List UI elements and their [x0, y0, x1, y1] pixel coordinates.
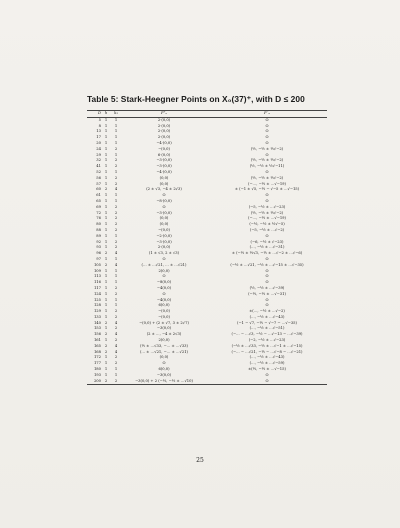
cell-p-plus: (1 ± √3, 2 ± √3) [148, 251, 180, 256]
cell-p-minus: O [265, 378, 269, 383]
table-caption: Table 5: Stark-Heegner Points on X₀(37)⁺, with D ≤ 200 [87, 94, 305, 104]
table-row [87, 379, 327, 385]
cell-h: 1 [104, 372, 108, 377]
cell-k: 4 [114, 320, 118, 325]
cell-k: 4 [114, 251, 118, 256]
cell-p-plus: −(0,0) [158, 227, 170, 232]
cell-p-plus: −(0,0) + (2 ± √7, 3 ± 2√7) [139, 320, 189, 325]
cell-k: 1 [114, 152, 118, 157]
cell-k: 2 [114, 216, 118, 221]
cell-k: 1 [114, 297, 118, 302]
cell-p-plus: (0,0) [159, 181, 169, 186]
cell-d: 80 [96, 222, 101, 227]
cell-d: 129 [93, 309, 101, 314]
cell-p-minus: (−½ ± …√33, −½ ± …√−1 ± …√−15) [231, 343, 303, 348]
cell-p-minus: (½, −½ ± ½√−11) [249, 164, 285, 169]
cell-d: 180 [93, 367, 101, 372]
cell-d: 60 [96, 187, 101, 192]
cell-p-plus: 2·(0,0) [157, 135, 171, 140]
cell-k: 2 [114, 181, 118, 186]
cell-k: 2 [114, 378, 118, 383]
cell-k: 2 [114, 361, 118, 366]
cell-p-minus: O [265, 135, 269, 140]
cell-p-plus: 2·(0,0) [157, 129, 171, 134]
cell-k: 1 [114, 367, 118, 372]
cell-d: 24 [96, 146, 101, 151]
cell-k: 2 [114, 210, 118, 215]
cell-p-minus: (−…, −½ ± …√−19) [248, 181, 286, 186]
cell-h: 1 [104, 274, 108, 279]
cell-p-plus: O [162, 256, 166, 261]
cell-p-minus: (−½, −½ ± ½√−5) [249, 222, 285, 227]
cell-d: 52 [96, 169, 101, 174]
page-number: 25 [196, 457, 204, 464]
cell-d: 97 [96, 256, 101, 261]
cell-h: 1 [104, 268, 108, 273]
cell-p-plus: 6(0,0) [158, 367, 170, 372]
table-bottom-rule [87, 384, 327, 385]
cell-d: 105 [93, 262, 101, 267]
cell-h: 1 [104, 123, 108, 128]
cell-k: 4 [114, 187, 118, 192]
cell-p-minus: O [265, 129, 269, 134]
cell-d: 153 [93, 326, 101, 331]
cell-d: 172 [93, 355, 101, 360]
cell-d: 124 [93, 291, 101, 296]
cell-h: 1 [104, 117, 108, 122]
cell-k: 1 [114, 280, 118, 285]
cell-k: 2 [114, 239, 118, 244]
cell-h: 2 [104, 349, 108, 354]
cell-d: 72 [96, 210, 101, 215]
cell-p-plus: O [162, 204, 166, 209]
cell-p-plus: −3·(0,0) [156, 158, 172, 163]
cell-h: 1 [104, 152, 108, 157]
cell-d: 5 [98, 117, 101, 122]
cell-k: 2 [114, 355, 118, 360]
cell-k: 2 [114, 175, 118, 180]
cell-h: 1 [104, 291, 108, 296]
cell-d: 128 [93, 303, 101, 308]
cell-k: 1 [114, 268, 118, 273]
cell-h: 1 [104, 239, 108, 244]
cell-h: 1 [104, 285, 108, 290]
cell-p-plus: O [162, 193, 166, 198]
cell-p-minus: O [265, 117, 269, 122]
cell-k: 1 [114, 117, 118, 122]
cell-d: 168 [93, 349, 101, 354]
cell-p-minus: O [265, 256, 269, 261]
cell-p-minus: O [265, 372, 269, 377]
cell-p-minus: O [265, 268, 269, 273]
cell-p-minus: (½, −½ ± ½√−2) [250, 210, 284, 215]
cell-h: 1 [104, 222, 108, 227]
cell-d: 92 [96, 239, 101, 244]
cell-p-plus: 2(0,0) [158, 268, 170, 273]
cell-h: 1 [104, 256, 108, 261]
cell-p-plus: −3(0,0) [156, 372, 172, 377]
cell-p-plus: (2 ± √3, −4 ± 2√3) [146, 187, 182, 192]
cell-p-plus: −2·(0,0) [156, 233, 172, 238]
cell-p-plus: (2 ± …, −4 ± 2√3) [146, 332, 182, 337]
cell-p-plus: −4(0,0) [156, 285, 172, 290]
cell-p-plus: 2·(0,0) [157, 245, 171, 250]
cell-d: 13 [96, 129, 101, 134]
cell-p-minus: (−… − …√21, −½ − …√−8 − …√−21) [231, 349, 303, 354]
cell-p-plus: O [162, 361, 166, 366]
cell-p-minus: O [265, 297, 269, 302]
cell-d: 113 [93, 274, 101, 279]
cell-p-minus: (−…, −½ ± …√−19) [248, 216, 286, 221]
header-p-minus: P⁻ₙ [264, 111, 270, 115]
cell-p-plus: 2(0,0) [158, 338, 170, 343]
cell-p-minus: O [265, 169, 269, 174]
cell-k: 1 [114, 123, 118, 128]
cell-h: 2 [104, 251, 108, 256]
cell-p-plus: 6(0,0) [158, 303, 170, 308]
cell-k: 1 [114, 135, 118, 140]
cell-p-plus: (0,0) [159, 216, 169, 221]
cell-h: 1 [104, 367, 108, 372]
cell-k: 2 [114, 204, 118, 209]
cell-k: 2 [114, 158, 118, 163]
cell-k: 1 [114, 274, 118, 279]
cell-k: 2 [114, 326, 118, 331]
cell-h: 1 [104, 164, 108, 169]
cell-h: 1 [104, 135, 108, 140]
cell-p-minus: (−6, −½ ± √−23) [250, 239, 284, 244]
cell-d: 116 [93, 280, 101, 285]
cell-p-plus: (… ± …√21, … ± …√21) [141, 262, 187, 267]
cell-h: 1 [104, 309, 108, 314]
cell-p-minus: O [265, 193, 269, 198]
cell-p-minus: O [265, 152, 269, 157]
cell-k: 2 [114, 164, 118, 169]
cell-p-minus: ± (−½ ± ½√3, −½ ± …√−2 ± …√−6) [231, 251, 303, 256]
cell-p-minus: ±(½, −½ ± …√−15) [248, 367, 286, 372]
cell-h: 1 [104, 198, 108, 203]
cell-d: 57 [96, 181, 101, 186]
cell-h: 1 [104, 314, 108, 319]
cell-h: 1 [104, 227, 108, 232]
cell-d: 177 [93, 361, 101, 366]
cell-p-minus: (…, −½ ± …√−43) [249, 314, 285, 319]
cell-d: 140 [93, 320, 101, 325]
cell-k: 1 [114, 129, 118, 134]
header-d: D [98, 111, 101, 115]
cell-p-plus: −4·(0,0) [156, 169, 172, 174]
cell-p-minus: O [265, 123, 269, 128]
cell-h: 1 [104, 129, 108, 134]
cell-p-plus: 2·(0,0) [157, 123, 171, 128]
cell-h: 1 [104, 140, 108, 145]
cell-p-plus: −3(0,0) + 2 (−½, −½ ± …√10) [135, 378, 193, 383]
cell-k: 2 [114, 285, 118, 290]
cell-k: 2 [114, 222, 118, 227]
cell-p-plus: −3·(0,0) [156, 210, 172, 215]
cell-h: 1 [104, 233, 108, 238]
cell-p-minus: (−½, −½ ± …√−31) [248, 291, 286, 296]
cell-d: 69 [96, 204, 101, 209]
cell-h: 1 [104, 181, 108, 186]
cell-k: 1 [114, 169, 118, 174]
cell-d: 32 [96, 158, 101, 163]
cell-k: 1 [114, 193, 118, 198]
cell-d: 109 [93, 268, 101, 273]
cell-d: 61 [96, 193, 101, 198]
cell-p-plus: −8(0,0) [156, 280, 172, 285]
cell-d: 88 [96, 227, 101, 232]
cell-d: 89 [96, 233, 101, 238]
header-k: k₃ [114, 111, 118, 115]
cell-h: 1 [104, 326, 108, 331]
cell-p-plus: −3(0,0) [156, 326, 172, 331]
cell-k: 1 [114, 372, 118, 377]
cell-p-minus: (−… − …√3, −½ − …√−13 − …√−39) [231, 332, 303, 337]
cell-p-plus: −(0,0) [158, 146, 170, 151]
cell-p-minus: ± (−1 ± √5, −½ − √−5 ± …√−15) [234, 187, 300, 192]
cell-p-plus: O [162, 274, 166, 279]
cell-d: 20 [96, 140, 101, 145]
cell-d: 165 [93, 343, 101, 348]
table-header-row [87, 111, 327, 117]
cell-p-minus: (…, −½ ± …√−31) [249, 245, 285, 250]
cell-d: 200 [93, 378, 101, 383]
header-h: h [104, 111, 108, 115]
cell-d: 65 [96, 198, 101, 203]
cell-p-minus: (½, −½ ± ½√−2) [250, 146, 284, 151]
cell-k: 4 [114, 349, 118, 354]
cell-p-plus: (… ± …√21, −… ± …√21) [139, 349, 188, 354]
cell-k: 2 [114, 291, 118, 296]
cell-h: 1 [104, 245, 108, 250]
cell-d: 193 [93, 372, 101, 377]
cell-d: 8 [98, 123, 101, 128]
cell-p-minus: (½, −½ ± ½√−2) [250, 175, 284, 180]
cell-p-plus: −(0,0) [158, 314, 170, 319]
cell-d: 161 [93, 338, 101, 343]
cell-p-minus: O [265, 198, 269, 203]
cell-p-plus: 6·(0,0) [157, 152, 171, 157]
cell-k: 4 [114, 332, 118, 337]
cell-k: 1 [114, 303, 118, 308]
cell-p-minus: O [265, 303, 269, 308]
cell-k: 1 [114, 256, 118, 261]
cell-h: 1 [104, 175, 108, 180]
cell-p-minus: (½, −½ ± …√−39) [249, 285, 285, 290]
cell-h: 2 [104, 332, 108, 337]
cell-h: 1 [104, 297, 108, 302]
cell-d: 76 [96, 216, 101, 221]
stark-heegner-table [87, 110, 327, 385]
cell-d: 56 [96, 175, 101, 180]
cell-d: 133 [93, 314, 101, 319]
cell-p-plus: −4(0,0) [156, 297, 172, 302]
cell-d: 156 [93, 332, 101, 337]
cell-h: 1 [104, 146, 108, 151]
cell-p-plus: −(0,0) [158, 309, 170, 314]
cell-k: 2 [114, 314, 118, 319]
cell-k: 2 [114, 146, 118, 151]
cell-h: 1 [104, 204, 108, 209]
cell-p-minus: (−2, −½ ± …√−23) [248, 338, 286, 343]
cell-p-minus: (…, −½ ± …√−43) [249, 355, 285, 360]
cell-p-minus: (…, −½ ± …√−51) [249, 326, 285, 331]
cell-k: 4 [114, 343, 118, 348]
cell-h: 1 [104, 210, 108, 215]
cell-d: 125 [93, 297, 101, 302]
cell-p-plus: (0,0) [159, 175, 169, 180]
cell-k: 2 [114, 338, 118, 343]
cell-h: 1 [104, 338, 108, 343]
cell-p-minus: O [265, 274, 269, 279]
cell-p-minus: (−5, −½ ± …√−2) [249, 227, 285, 232]
cell-p-minus: (…, −½ ± …√−59) [249, 361, 285, 366]
cell-p-plus: −3·(0,0) [156, 239, 172, 244]
cell-k: 1 [114, 233, 118, 238]
cell-p-minus: O [265, 233, 269, 238]
cell-h: 2 [104, 262, 108, 267]
cell-k: 1 [114, 198, 118, 203]
cell-p-plus: (0,0) [159, 355, 169, 360]
cell-d: 41 [96, 164, 101, 169]
cell-p-plus: −3·(0,0) [156, 164, 172, 169]
cell-h: 1 [104, 303, 108, 308]
cell-k: 2 [114, 245, 118, 250]
cell-k: 1 [114, 140, 118, 145]
cell-p-minus: (−5, −½ ± …√−23) [248, 204, 286, 209]
cell-h: 2 [104, 378, 108, 383]
cell-k: 2 [114, 309, 118, 314]
cell-h: 1 [104, 193, 108, 198]
cell-d: 93 [96, 245, 101, 250]
cell-h: 2 [104, 343, 108, 348]
cell-h: 1 [104, 355, 108, 360]
cell-k: 2 [114, 227, 118, 232]
cell-d: 117 [93, 285, 101, 290]
cell-p-minus: (−1 − √7, −½ − √−7 − …√−35) [237, 320, 297, 325]
cell-p-plus: (0,0) [159, 222, 169, 227]
table-body [87, 118, 327, 385]
cell-h: 1 [104, 216, 108, 221]
cell-p-minus: ±(…, −½ ± …√−2) [249, 309, 285, 314]
header-p-plus: P⁺ₙ [161, 111, 167, 115]
cell-p-minus: O [265, 140, 269, 145]
cell-p-plus: (½ ± …√33, −… ± …√33) [140, 343, 188, 348]
cell-p-minus: O [265, 280, 269, 285]
cell-h: 1 [104, 169, 108, 174]
cell-p-minus: (½, −½ ± ½√−2) [250, 158, 284, 163]
cell-h: 1 [104, 361, 108, 366]
cell-h: 2 [104, 187, 108, 192]
cell-p-plus: −8·(0,0) [156, 198, 172, 203]
cell-d: 96 [96, 251, 101, 256]
cell-h: 1 [104, 158, 108, 163]
cell-h: 2 [104, 320, 108, 325]
cell-p-minus: (−½ ± …√21, −½ ± …√−15 ± …√−35) [230, 262, 304, 267]
cell-k: 4 [114, 262, 118, 267]
cell-p-plus: 2·(0,0) [157, 117, 171, 122]
cell-d: 17 [96, 135, 101, 140]
cell-h: 1 [104, 280, 108, 285]
cell-p-plus: −4·(0,0) [156, 140, 172, 145]
cell-p-plus: O [162, 291, 166, 296]
cell-d: 29 [96, 152, 101, 157]
